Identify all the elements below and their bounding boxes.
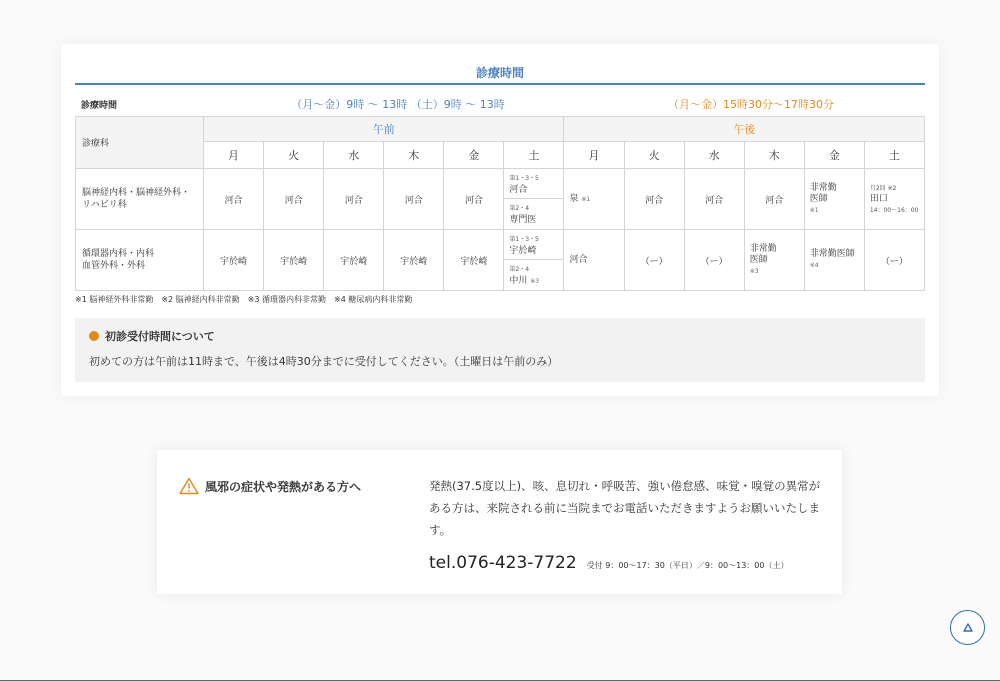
tel-link[interactable]: tel.076-423-7722 — [429, 553, 577, 573]
pm-line: 医師 — [809, 193, 828, 204]
day-header: 水 — [684, 142, 744, 169]
pm-mark: ※1 — [809, 206, 819, 214]
pm-cell: 河合 — [564, 230, 624, 291]
pm-cell — [804, 169, 864, 230]
dept-line: 脳神経内科・脳神経外科・ — [82, 188, 191, 198]
first-visit-body: 初めての方は午前は11時まで、午後は4時30分までに受付してください。（土曜日は午前のみ） — [89, 355, 559, 368]
hours-am: （月～金）9時 ～ 13時 （土）9時 ～ 13時 — [291, 98, 505, 111]
pm-cell: （ー） — [684, 230, 744, 291]
schedule-table — [75, 116, 925, 291]
pm-cell: 河合 — [684, 169, 744, 230]
pm-cell: （ー） — [864, 230, 924, 291]
sat-name: 中川 — [509, 276, 528, 286]
sat-note: 第1・3・5 — [509, 175, 539, 182]
back-to-top-button[interactable] — [950, 610, 985, 645]
day-header: 水 — [324, 142, 384, 169]
pm-cell: 河合 — [744, 169, 804, 230]
hours-pm: （月～金）15時30分～17時30分 — [668, 98, 834, 111]
pm-cell: （ー） — [624, 230, 684, 291]
pm-cell — [804, 230, 864, 291]
day-header: 火 — [264, 142, 324, 169]
pm-header: 午後 — [564, 117, 925, 142]
sat-note: 第2・4 — [509, 205, 530, 212]
first-visit-box — [75, 318, 925, 382]
am-cell: 河合 — [324, 169, 384, 230]
am-cell: 宇於崎 — [384, 230, 444, 291]
bullet-dot-icon — [89, 331, 99, 341]
sat-am-cell — [504, 230, 564, 291]
sat-am-cell — [504, 169, 564, 230]
am-cell: 宇於崎 — [324, 230, 384, 291]
tel-line — [429, 553, 789, 573]
am-cell: 河合 — [444, 169, 504, 230]
schedule-notes: ※1 脳神経外科非常勤 ※2 脳神経内科非常勤 ※3 循環器内科非常勤 ※4 糖尿病内科非常勤 — [75, 295, 413, 304]
hours-label: 診療時間 — [81, 101, 118, 111]
sat-mark: ※3 — [530, 278, 540, 285]
day-header: 火 — [624, 142, 684, 169]
day-header: 月 — [204, 142, 264, 169]
am-cell: 宇於崎 — [204, 230, 264, 291]
pm-name: 泉 — [569, 193, 579, 204]
pm-mark: ※4 — [809, 262, 819, 269]
table-row — [76, 230, 925, 291]
pm-line: 非常勤医師 — [809, 249, 855, 259]
sat-name: 専門医 — [509, 215, 537, 225]
cold-notice-title: 風邪の症状や発熱がある方へ — [205, 479, 362, 494]
pm-line: 非常勤 — [809, 182, 837, 193]
dept-line: 血管外科・外科 — [82, 261, 146, 271]
day-header: 土 — [504, 142, 564, 169]
hours-row — [75, 94, 925, 116]
sat-name: 河合 — [509, 185, 528, 195]
schedule-card — [61, 44, 939, 396]
cold-notice-body: 発熱(37.5度以上)、咳、息切れ・呼吸苦、強い倦怠感、味覚・嗅覚の異常がある方は、来院される前に当院までお電話いただきますようお願いいたします。 — [429, 479, 821, 537]
first-visit-title: 初診受付時間について — [105, 330, 215, 343]
sat-note: 第2・4 — [509, 266, 530, 273]
am-cell: 宇於崎 — [444, 230, 504, 291]
table-row — [76, 169, 925, 230]
am-cell: 宇於崎 — [264, 230, 324, 291]
pm-name: 田口 — [869, 193, 888, 204]
am-header: 午前 — [204, 117, 564, 142]
pm-mark: ※3 — [749, 267, 759, 275]
am-cell: 河合 — [204, 169, 264, 230]
first-visit-heading — [89, 328, 911, 344]
day-header: 土 — [864, 142, 924, 169]
day-header: 月 — [564, 142, 624, 169]
pm-line: 非常勤 — [749, 243, 777, 254]
day-header: 木 — [744, 142, 804, 169]
am-cell: 河合 — [384, 169, 444, 230]
pm-time: 14：00～16：00 — [869, 206, 919, 214]
dept-line: 循環器内科・内科 — [82, 249, 155, 259]
sat-note: 第1・3・5 — [509, 236, 539, 243]
dept-cell — [76, 230, 204, 291]
cold-notice-heading — [179, 477, 361, 495]
day-header: 木 — [384, 142, 444, 169]
schedule-title: 診療時間 — [75, 64, 925, 85]
pm-cell — [564, 169, 624, 230]
sat-name: 宇於崎 — [509, 246, 537, 256]
pm-line: 医師 — [749, 254, 768, 265]
dept-cell — [76, 169, 204, 230]
pm-cell: 河合 — [624, 169, 684, 230]
day-header: 金 — [804, 142, 864, 169]
day-header: 金 — [444, 142, 504, 169]
dept-line: リハビリ科 — [82, 200, 127, 210]
pm-mark: ※1 — [581, 195, 591, 203]
tel-hours: 受付 9：00～17：30（平日）／9：00～13：00（土） — [586, 561, 789, 570]
dept-header: 診療科 — [76, 117, 204, 169]
warning-triangle-icon — [179, 477, 199, 495]
pm-note: 月2回 ※2 — [869, 184, 897, 192]
pm-cell — [864, 169, 924, 230]
cold-notice-card — [157, 450, 842, 594]
pm-cell — [744, 230, 804, 291]
am-cell: 河合 — [264, 169, 324, 230]
arrow-up-icon — [962, 622, 974, 633]
